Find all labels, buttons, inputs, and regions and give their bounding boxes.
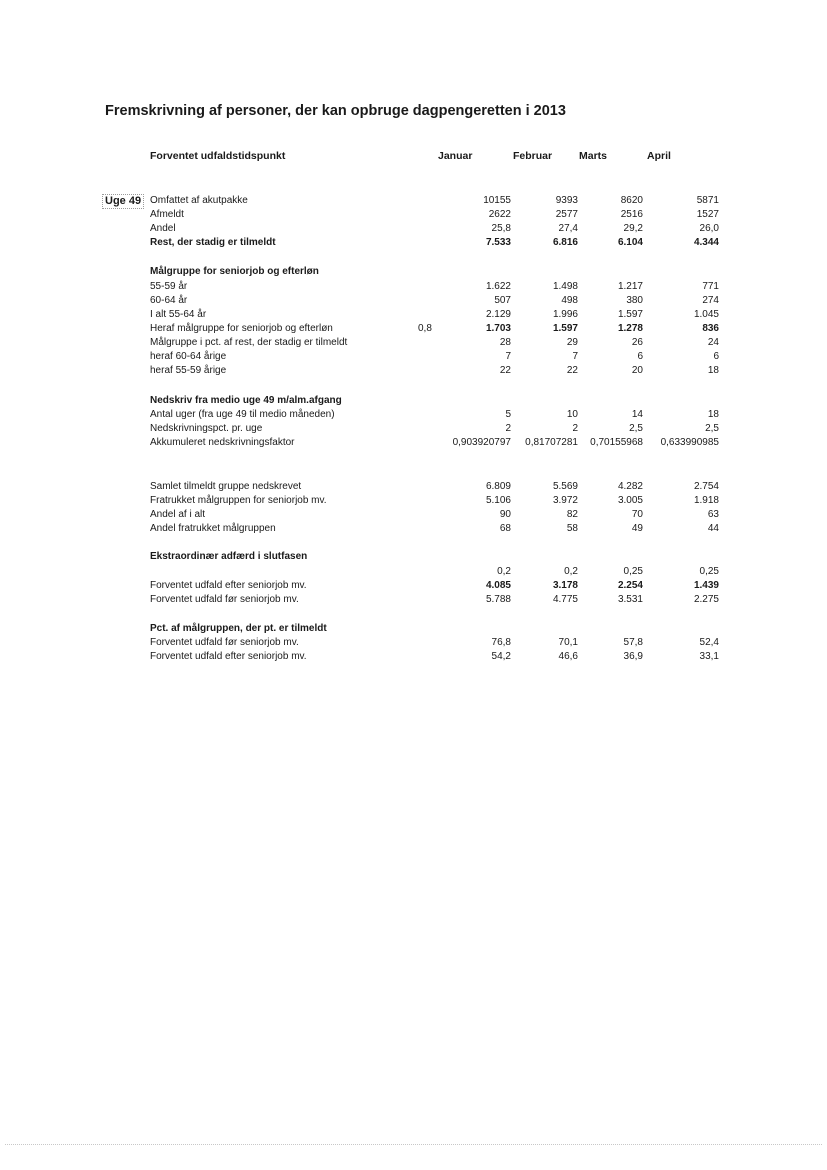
row-label: Afmeldt	[150, 209, 184, 220]
value-januar: 1.622	[485, 281, 511, 292]
value-marts: 49	[631, 523, 643, 534]
value-marts: 8620	[620, 195, 643, 206]
value-april: 33,1	[699, 651, 719, 662]
table-row	[0, 480, 827, 494]
value-januar: 22	[499, 365, 511, 376]
row-label: Forventet udfald før seniorjob mv.	[150, 637, 299, 648]
table-row	[0, 322, 827, 336]
section-heading: Pct. af målgruppen, der pt. er tilmeldt	[150, 623, 327, 634]
value-april: 2.275	[693, 594, 719, 605]
row-label: 60-64 år	[150, 295, 188, 306]
value-marts: 3.531	[617, 594, 643, 605]
row-label: Andel fratrukket målgruppen	[150, 523, 276, 534]
value-marts: 6.104	[617, 237, 643, 248]
row-label: Rest, der stadig er tilmeldt	[150, 237, 276, 248]
value-januar: 2	[505, 423, 511, 434]
week-label: Uge 49	[102, 194, 144, 209]
value-februar: 4.775	[552, 594, 578, 605]
value-marts: 380	[626, 295, 643, 306]
value-marts: 36,9	[623, 651, 643, 662]
value-januar: 2.129	[485, 309, 511, 320]
table-row	[0, 194, 827, 208]
value-februar: 0,81707281	[525, 437, 578, 448]
row-label: Forventet udfald efter seniorjob mv.	[150, 651, 307, 662]
value-april: 836	[702, 323, 719, 334]
value-marts: 1.278	[617, 323, 643, 334]
value-februar: 2	[572, 423, 578, 434]
header-month-februar: Februar	[513, 150, 553, 162]
value-januar: 6.809	[485, 481, 511, 492]
value-april: 44	[707, 523, 719, 534]
value-marts: 20	[631, 365, 643, 376]
factor-value: 0,8	[418, 323, 432, 334]
value-marts: 4.282	[617, 481, 643, 492]
value-februar: 2577	[555, 209, 578, 220]
value-januar: 0,903920797	[452, 437, 511, 448]
value-marts: 70	[631, 509, 643, 520]
value-januar: 5	[505, 409, 511, 420]
value-januar: 507	[494, 295, 511, 306]
table-row	[0, 280, 827, 294]
value-februar: 10	[566, 409, 578, 420]
table-row	[0, 494, 827, 508]
value-marts: 14	[631, 409, 643, 420]
row-label: Heraf målgruppe for seniorjob og efterløn	[150, 323, 333, 334]
row-label: Forventet udfald før seniorjob mv.	[150, 594, 299, 605]
value-marts: 57,8	[623, 637, 643, 648]
value-marts: 26	[631, 337, 643, 348]
section-heading: Ekstraordinær adfærd i slutfasen	[150, 551, 308, 562]
value-april: 0,633990985	[660, 437, 719, 448]
table-row	[0, 336, 827, 350]
table-row	[0, 350, 827, 364]
value-april: 5871	[696, 195, 719, 206]
value-januar: 10155	[483, 195, 511, 206]
row-label: heraf 60-64 årige	[150, 351, 227, 362]
table-row	[0, 408, 827, 422]
value-marts: 0,70155968	[590, 437, 643, 448]
section-heading: Nedskriv fra medio uge 49 m/alm.afgang	[150, 395, 342, 406]
row-label: Andel	[150, 223, 176, 234]
value-april: 274	[702, 295, 719, 306]
value-april: 1.045	[693, 309, 719, 320]
value-februar: 3.178	[552, 580, 578, 591]
page-title: Fremskrivning af personer, der kan opbruge dagpengeretten i 2013	[105, 103, 566, 119]
value-februar: 498	[561, 295, 578, 306]
value-januar: 1.703	[485, 323, 511, 334]
value-januar: 7	[505, 351, 511, 362]
table-row	[0, 364, 827, 378]
value-februar: 9393	[555, 195, 578, 206]
value-januar: 28	[499, 337, 511, 348]
header-label: Forventet udfaldstidspunkt	[150, 150, 286, 162]
table-row	[0, 436, 827, 450]
value-januar: 68	[499, 523, 511, 534]
value-marts: 1.597	[617, 309, 643, 320]
value-februar: 70,1	[558, 637, 578, 648]
section-heading: Målgruppe for seniorjob og efterløn	[150, 266, 319, 277]
table-row	[0, 508, 827, 522]
value-marts: 1.217	[617, 281, 643, 292]
table-row	[0, 593, 827, 607]
value-februar: 29	[566, 337, 578, 348]
row-label: Antal uger (fra uge 49 til medio måneden)	[150, 409, 335, 420]
value-januar: 25,8	[491, 223, 511, 234]
value-februar: 1.996	[552, 309, 578, 320]
value-marts: 0,25	[623, 566, 643, 577]
value-februar: 58	[566, 523, 578, 534]
value-marts: 2516	[620, 209, 643, 220]
row-label: Fratrukket målgruppen for seniorjob mv.	[150, 495, 327, 506]
value-april: 4.344	[693, 237, 719, 248]
table-row	[0, 222, 827, 236]
table-row	[0, 422, 827, 436]
table-row	[0, 650, 827, 664]
row-label: Akkumuleret nedskrivningsfaktor	[150, 437, 295, 448]
value-april: 24	[707, 337, 719, 348]
value-april: 18	[707, 409, 719, 420]
value-januar: 2622	[488, 209, 511, 220]
value-april: 6	[713, 351, 719, 362]
value-januar: 76,8	[491, 637, 511, 648]
table-row	[0, 236, 827, 250]
value-februar: 5.569	[552, 481, 578, 492]
value-april: 63	[707, 509, 719, 520]
table-row	[0, 636, 827, 650]
row-label: Omfattet af akutpakke	[150, 195, 248, 206]
row-label: I alt 55-64 år	[150, 309, 207, 320]
value-april: 52,4	[699, 637, 719, 648]
table-row	[0, 308, 827, 322]
value-marts: 2.254	[617, 580, 643, 591]
value-februar: 27,4	[558, 223, 578, 234]
row-label: 55-59 år	[150, 281, 188, 292]
value-januar: 7.533	[485, 237, 511, 248]
header-month-april: April	[647, 150, 671, 162]
value-april: 1.918	[693, 495, 719, 506]
value-marts: 2,5	[629, 423, 643, 434]
value-februar: 82	[566, 509, 578, 520]
value-januar: 90	[499, 509, 511, 520]
row-label: Målgruppe i pct. af rest, der stadig er tilmeldt	[150, 337, 348, 348]
value-marts: 6	[637, 351, 643, 362]
value-april: 0,25	[699, 566, 719, 577]
value-februar: 1.597	[552, 323, 578, 334]
value-januar: 0,2	[497, 566, 511, 577]
value-april: 1527	[696, 209, 719, 220]
value-januar: 5.788	[485, 594, 511, 605]
value-april: 1.439	[693, 580, 719, 591]
value-februar: 1.498	[552, 281, 578, 292]
value-januar: 4.085	[485, 580, 511, 591]
value-februar: 7	[572, 351, 578, 362]
row-label: Forventet udfald efter seniorjob mv.	[150, 580, 307, 591]
header-month-januar: Januar	[438, 150, 473, 162]
page-bottom-divider	[5, 1144, 822, 1145]
header-month-marts: Marts	[579, 150, 608, 162]
table-row	[0, 565, 827, 579]
value-februar: 46,6	[558, 651, 578, 662]
table-row	[0, 294, 827, 308]
row-label: Andel af i alt	[150, 509, 206, 520]
value-marts: 29,2	[623, 223, 643, 234]
table-row	[0, 522, 827, 536]
value-januar: 5.106	[485, 495, 511, 506]
table-row	[0, 208, 827, 222]
value-april: 2.754	[693, 481, 719, 492]
value-april: 26,0	[699, 223, 719, 234]
value-marts: 3.005	[617, 495, 643, 506]
value-februar: 0,2	[564, 566, 578, 577]
row-label: Nedskrivningspct. pr. uge	[150, 423, 263, 434]
value-april: 18	[707, 365, 719, 376]
table-row	[0, 579, 827, 593]
value-januar: 54,2	[491, 651, 511, 662]
row-label: Samlet tilmeldt gruppe nedskrevet	[150, 481, 302, 492]
value-februar: 3.972	[552, 495, 578, 506]
column-header	[0, 150, 827, 164]
value-april: 2,5	[705, 423, 719, 434]
value-april: 771	[702, 281, 719, 292]
value-februar: 6.816	[552, 237, 578, 248]
row-label: heraf 55-59 årige	[150, 365, 227, 376]
value-februar: 22	[566, 365, 578, 376]
